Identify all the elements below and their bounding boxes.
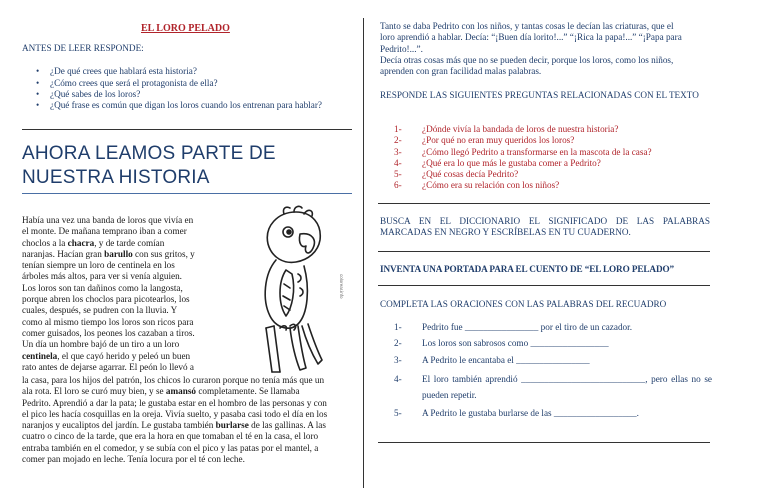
list-item — [394, 158, 694, 169]
item-number: 4- — [394, 157, 402, 168]
story-line: Un día un hombre bajó de un tiro a un loro — [22, 339, 180, 350]
list-item: • ¿Qué frase es común que digan los loros cuando los entrenan para hablar? — [22, 100, 352, 111]
bold-word: centinela — [22, 350, 58, 361]
sentences-list — [394, 322, 712, 424]
item-text: Los loros son sabrosos como _________________ — [422, 338, 609, 349]
item-number: 4- — [394, 373, 402, 384]
story-line — [22, 249, 240, 260]
item-number: 6- — [394, 180, 402, 191]
story-line — [22, 238, 240, 249]
questions-list — [394, 124, 694, 192]
item-number: 1- — [394, 322, 402, 332]
watermark-text: colorear.info — [339, 274, 344, 299]
parrot-illustration — [246, 204, 350, 376]
bold-word: burlarse — [215, 420, 249, 431]
list-item — [394, 135, 694, 146]
item-number: 3- — [394, 146, 402, 157]
item-text: ¿Cómo llegó Pedrito a transformarse en la mascota de la casa? — [422, 146, 652, 157]
list-item — [394, 355, 712, 366]
story-line: Pedrito!...”. — [380, 43, 423, 54]
story-text: , el que cayó herido y peleó un buen — [57, 350, 191, 361]
story-text: , y de tarde comían — [94, 237, 165, 248]
story-line: comer pan mojado en leche. Tenía locura por el té con leche. — [22, 454, 245, 465]
story-line: comer guisados, los peones los cazaban a tiros. — [22, 327, 195, 338]
story-line: aprenden con gran facilidad malas palabras. — [380, 66, 542, 77]
story-text: choclos a la — [22, 237, 68, 248]
item-number: 1- — [394, 124, 402, 134]
dictionary-task: BUSCA EN EL DICCIONARIO EL SIGNIFICADO DE LAS PALABRAS MARCADAS EN NEGRO Y ESCRÍBELAS EN TU CUADERNO. — [380, 216, 710, 238]
story-line: Decía otras cosas más que no se pueden decir, porque los loros, como los niños, — [380, 54, 674, 65]
story-text: naranjas. Hacían gran — [22, 248, 105, 259]
list-item — [394, 408, 712, 419]
story-line: el monte. De mañana temprano iban a comer — [22, 226, 187, 237]
item-number: 2- — [394, 135, 402, 146]
heading-underline — [22, 193, 352, 194]
story-line: Había una vez una banda de loros que vivía en — [22, 215, 194, 225]
story-text-wide — [22, 375, 352, 465]
bold-word: amansó — [165, 386, 197, 397]
story-continuation — [380, 21, 710, 77]
list-item: • ¿De qué crees que hablará esta historia? — [22, 66, 352, 77]
section-heading-line: AHORA LEAMOS PARTE DE — [22, 143, 276, 164]
column-divider — [363, 18, 364, 488]
divider — [378, 251, 710, 252]
list-item — [394, 371, 712, 403]
story-line: Pedrito. Aprendió a dar la pata; le gustaba estar en el hombro de las personas y con — [22, 397, 327, 408]
story-line: tenían siempre un loro de centinela en los — [22, 260, 175, 271]
list-item: • ¿Qué sabes de los loros? — [22, 89, 352, 100]
item-text: El loro también aprendió ___________________________, pero ellas no se pueden repetir. — [422, 373, 712, 400]
item-text: ¿Por qué no eran muy queridos los loros? — [422, 135, 575, 146]
item-number: 3- — [394, 354, 402, 365]
list-item — [394, 322, 712, 333]
bold-word: barullo — [104, 248, 133, 259]
item-number: 5- — [394, 169, 402, 180]
story-text: completamente. Se llamaba — [196, 386, 300, 397]
section-heading-line: NUESTRA HISTORIA — [22, 167, 210, 188]
item-text: ¿Qué era lo que más le gustaba comer a Pedrito? — [422, 157, 601, 168]
item-text: ¿Cómo era su relación con los niños? — [422, 180, 560, 191]
complete-heading: COMPLETA LAS ORACIONES CON LAS PALABRAS DEL RECUADRO — [380, 299, 667, 309]
story-line: el pico les hacía cosquillas en la oreja. Vivía suelto, y pasaba casi todo el día en los — [22, 408, 328, 419]
cover-task: INVENTA UNA PORTADA PARA EL CUENTO DE “EL LORO PELADO” — [380, 264, 675, 274]
before-reading-section — [22, 43, 352, 111]
story-text: de las gallinas. A las — [248, 420, 326, 431]
item-number: 2- — [394, 338, 402, 349]
worksheet-title: EL LORO PELADO — [141, 23, 230, 34]
item-text: ¿Dónde vivía la bandada de loros de nuestra historia? — [422, 124, 619, 134]
before-reading-list — [22, 66, 352, 111]
bold-word: chacra — [67, 237, 95, 248]
item-text: A Pedrito le encantaba el ________________ — [422, 354, 590, 365]
story-line — [22, 351, 240, 362]
story-text: con sus gritos, y — [132, 248, 195, 259]
divider — [378, 442, 710, 443]
parrot-icon — [246, 204, 350, 376]
list-item — [394, 124, 694, 135]
story-line: como al mismo tiempo los loros son ricos para — [22, 316, 194, 327]
story-text: ala rota. El loro se curó muy bien, y se — [22, 386, 166, 397]
story-line — [22, 386, 352, 397]
story-line: loro aprendió a hablar. Decía: “¡Buen día lorito!...” “¡Rica la papa!...” “¡Papa para — [380, 32, 682, 43]
list-item — [394, 180, 694, 191]
story-text: naranjos y eucaliptos del jardín. Le gustaba también — [22, 420, 216, 431]
story-line: Los loros son tan dañinos como la langosta, — [22, 282, 183, 293]
story-line: cuales, después, se pudren con la lluvia. Y — [22, 305, 178, 316]
divider — [378, 285, 710, 286]
list-item — [394, 338, 712, 349]
story-line: Tanto se daba Pedrito con los niños, y tantas cosas le decían las criaturas, que el — [380, 21, 674, 31]
item-text: ¿Qué cosas decía Pedrito? — [422, 169, 519, 180]
before-reading-heading: ANTES DE LEER RESPONDE: — [22, 43, 144, 53]
story-line: la casa, para los hijos del patrón, los chicos lo curaron porque no tenía más que un — [22, 375, 325, 385]
story-text-narrow — [22, 215, 240, 373]
story-line: rato antes de dejarse agarrar. El peón lo llevó a — [22, 361, 194, 372]
divider — [378, 203, 710, 204]
item-text: A Pedrito le gustaba burlarse de las __________________. — [422, 407, 639, 418]
story-line: entraba también en el comedor, y se subía con el pico y las patas por el mantel, a — [22, 442, 319, 453]
item-number: 5- — [394, 407, 402, 418]
item-text: Pedrito fue ________________ por el tiro de un cazador. — [422, 322, 632, 332]
questions-heading: RESPONDE LAS SIGUIENTES PREGUNTAS RELACIONADAS CON EL TEXTO — [380, 90, 699, 100]
story-line — [22, 420, 352, 431]
list-item — [394, 169, 694, 180]
section-heading — [22, 142, 276, 190]
divider — [22, 129, 352, 130]
story-line: árboles más altos, para ver si venía alguien. — [22, 271, 182, 282]
list-item — [394, 147, 694, 158]
story-line: cuatro o cinco de la tarde, que era la hora en que tomaban el té en la casa, el loro — [22, 431, 319, 442]
list-item: • ¿Cómo crees que será el protagonista de ella? — [22, 78, 352, 89]
story-line: porque abren los choclos para picotearlos, los — [22, 294, 190, 305]
